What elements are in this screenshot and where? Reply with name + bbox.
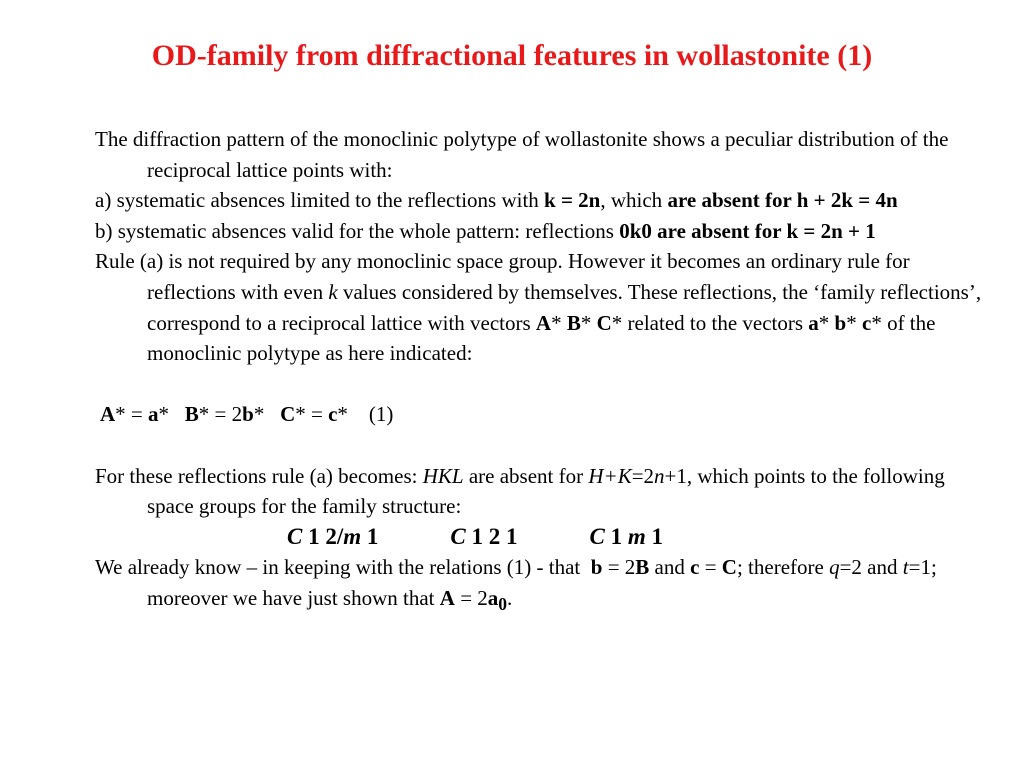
- eq-c: c: [328, 402, 338, 427]
- rule-vec-a: a: [808, 310, 819, 335]
- sg-C: C: [589, 523, 605, 549]
- family-paragraph: [95, 461, 985, 522]
- rule-star: *: [551, 310, 567, 335]
- conclusion-B: B: [635, 555, 650, 580]
- eq-text: * =: [295, 402, 329, 427]
- sg-m: m: [627, 523, 646, 549]
- family-n: n: [654, 463, 665, 488]
- space-group-2: [450, 524, 517, 549]
- conclusion-C: C: [721, 555, 737, 580]
- item-a-mid: , which: [600, 188, 668, 213]
- rule-star: *: [846, 310, 862, 335]
- sg-text: 1: [604, 523, 628, 549]
- conclusion-period: .: [507, 585, 513, 610]
- conclusion-c: c: [690, 555, 700, 580]
- sg-text: 1 2/: [302, 523, 344, 549]
- item-b: [95, 216, 985, 247]
- family-text-2: are absent for: [463, 463, 589, 488]
- conclusion-b: b: [590, 555, 603, 580]
- equation-1: [95, 399, 985, 430]
- rule-text-1: Rule (a) is not required by any monoclinic space group. However it becomes an ordinary rule for reflections with even: [95, 249, 910, 304]
- conclusion-t: t: [902, 555, 909, 580]
- rule-k: k: [328, 279, 338, 304]
- eq-text: *: [253, 402, 281, 427]
- conclusion-text: = 2: [602, 555, 636, 580]
- spacer: [95, 430, 985, 461]
- sg-text: 1: [361, 523, 379, 549]
- space-groups: [95, 522, 985, 553]
- eq-A: A: [100, 402, 116, 427]
- space-group-1: [287, 524, 378, 549]
- conclusion-text: and: [649, 555, 691, 580]
- item-a-condition: k = 2n: [544, 188, 601, 213]
- sg-text: 1 2 1: [465, 523, 518, 549]
- item-a-text: a) systematic absences limited to the reflections with: [95, 188, 545, 213]
- intro-text: The diffraction pattern of the monoclinic polytype of wollastonite shows a peculiar distribution of the reciprocal lattice points with:: [95, 127, 949, 182]
- rule-vec-A: A: [535, 310, 552, 335]
- eq-C: C: [280, 402, 296, 427]
- rule-vec-c: c: [861, 310, 872, 335]
- eq-text: * =: [115, 402, 149, 427]
- conclusion-a0: a: [487, 585, 499, 610]
- conclusion-text: =1; moreover we have just shown that: [147, 555, 937, 610]
- family-HKL: HKL: [422, 463, 464, 488]
- rule-vec-B: B: [566, 310, 581, 335]
- conclusion-subscript: 0: [498, 594, 508, 615]
- family-HK: H+K: [588, 463, 632, 488]
- rule-star: *: [818, 310, 835, 335]
- spacer: [95, 369, 985, 400]
- sg-text: 1: [645, 523, 663, 549]
- sg-m: m: [343, 523, 362, 549]
- conclusion-text: =: [699, 555, 722, 580]
- conclusion-paragraph: [95, 552, 985, 619]
- rule-vec-b: b: [834, 310, 847, 335]
- item-b-text: b) systematic absences valid for the whole pattern: reflections: [95, 218, 620, 243]
- conclusion-text: =2 and: [839, 555, 903, 580]
- slide-title: OD-family from diffractional features in wollastonite (1): [151, 39, 873, 72]
- item-a-absent-rule: are absent for h + 2k = 4n: [667, 188, 898, 213]
- slide-body: [95, 124, 985, 620]
- item-b-absent-rule: 0k0 are absent for k = 2n + 1: [619, 218, 876, 243]
- rule-text-2: values considered by themselves. These reflections, the ‘family reflections’, correspond to a reciprocal lattice with vectors: [147, 279, 982, 335]
- eq-text: * = 2: [198, 402, 243, 427]
- sg-C: C: [287, 523, 303, 549]
- rule-text-3: * related to the vectors: [611, 310, 809, 335]
- family-text-3: =2: [631, 463, 655, 488]
- eq-b: b: [242, 402, 254, 427]
- conclusion-text-1: We already know – in keeping with the relations (1) - that: [95, 555, 591, 580]
- family-text-1: For these reflections rule (a) becomes:: [95, 463, 423, 488]
- conclusion-text: = 2: [454, 585, 488, 610]
- conclusion-A: A: [439, 585, 455, 610]
- item-a: [95, 185, 985, 216]
- intro-paragraph: [95, 124, 985, 185]
- eq-text: *: [158, 402, 185, 427]
- rule-star: *: [580, 310, 597, 335]
- eq-B: B: [184, 402, 199, 427]
- eq-a: a: [148, 402, 159, 427]
- rule-text-4: * of the monoclinic polytype as here indicated:: [147, 310, 936, 366]
- conclusion-text: ; therefore: [736, 555, 830, 580]
- family-text-4: +1, which points to the following space groups for the family structure:: [147, 463, 945, 519]
- space-group-3: [589, 524, 662, 549]
- eq-number: * (1): [337, 402, 394, 427]
- rule-paragraph: [95, 246, 985, 368]
- conclusion-q: q: [829, 555, 840, 580]
- rule-vec-C: C: [596, 310, 612, 335]
- sg-C: C: [450, 523, 466, 549]
